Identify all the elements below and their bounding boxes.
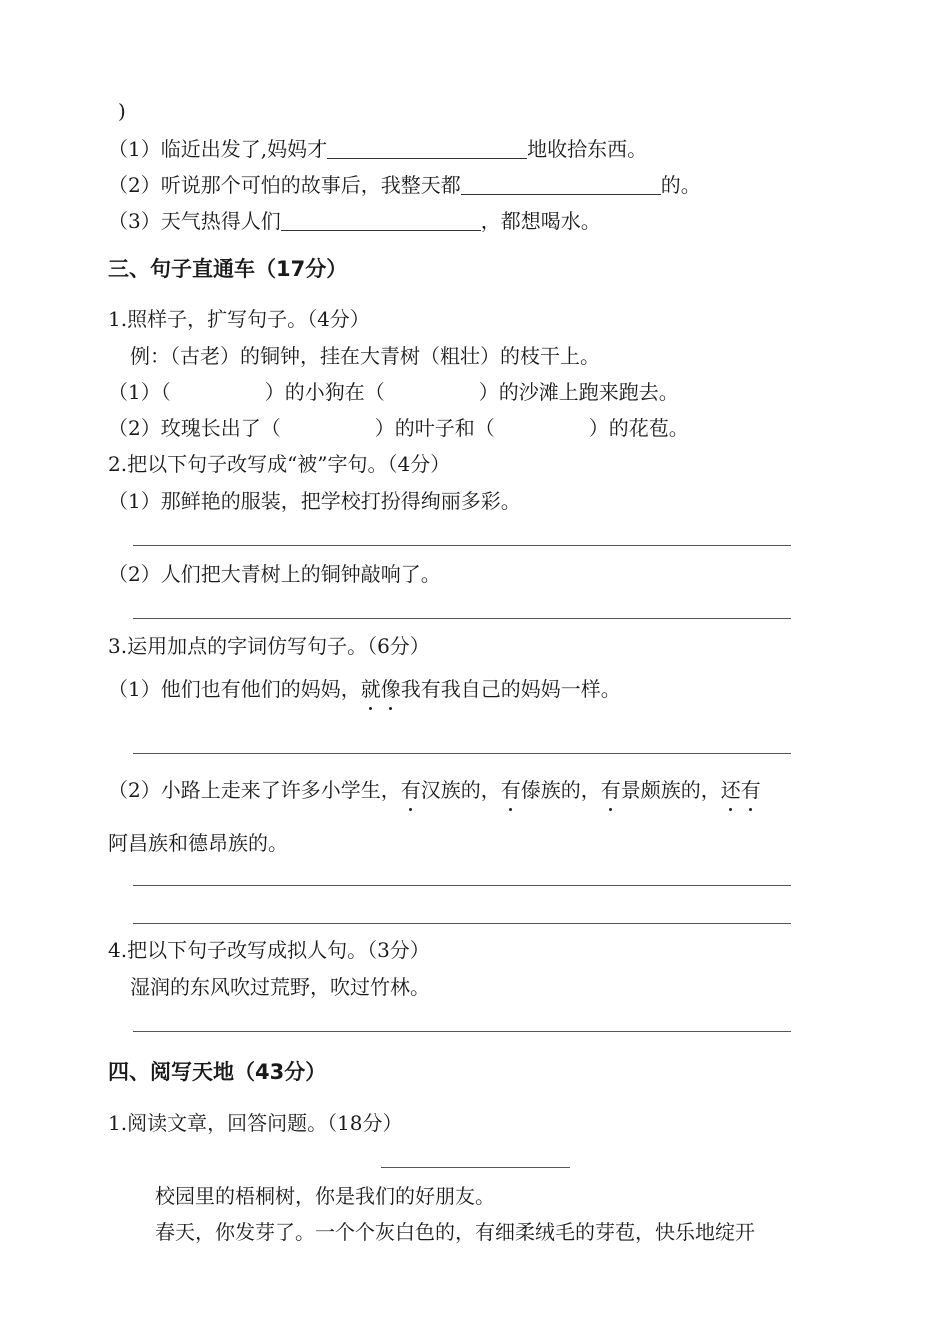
dotted-char: 就 xyxy=(360,677,381,701)
s3-q1-title: 1.照样子，扩写句子。（4分） xyxy=(108,307,370,331)
s2-part-d: 景颇族的， xyxy=(620,778,721,802)
blank-1[interactable] xyxy=(327,138,527,159)
s3-q4-sentence: 湿润的东风吹过荒野，吹过竹林。 xyxy=(130,975,430,999)
fill-item-3 xyxy=(108,208,601,234)
fill-item-3-prefix: （3）天气热得人们 xyxy=(108,209,281,233)
dotted-char: 还 xyxy=(720,778,741,802)
dotted-char: 像 xyxy=(380,677,401,701)
s3-q1-item-1 xyxy=(108,379,679,405)
fill-item-1-prefix: （1）临近出发了,妈妈才 xyxy=(108,137,328,161)
item-2-part-b: ）的叶子和（ xyxy=(374,416,495,440)
s3-q4-title: 4.把以下句子改写成拟人句。（3分） xyxy=(108,938,430,962)
item-2-part-a: （2）玫瑰长出了（ xyxy=(108,416,281,440)
section-3-heading: 三、句子直通车（17分） xyxy=(108,257,348,281)
s3-q3-sentence-1 xyxy=(108,676,621,702)
dotted-char: 有 xyxy=(400,778,421,802)
answer-line[interactable] xyxy=(133,753,791,754)
item-1-part-c: ）的沙滩上跑来跑去。 xyxy=(478,380,679,404)
item-2-part-c: ）的花苞。 xyxy=(588,416,689,440)
dotted-char: 有 xyxy=(740,778,761,802)
s1-part-a: （1）他们也有他们的妈妈， xyxy=(108,677,361,701)
s3-q1-example: 例：（古老）的铜钟，挂在大青树（粗壮）的枝干上。 xyxy=(130,344,600,368)
item-1-part-b: ）的小狗在（ xyxy=(264,380,385,404)
s2-part-b: 汉族的， xyxy=(420,778,501,802)
answer-line[interactable] xyxy=(133,618,791,619)
section-4-heading: 四、阅写天地（43分） xyxy=(108,1060,327,1084)
fill-item-1-suffix: 地收拾东西。 xyxy=(527,137,648,161)
s3-q2-sentence-2: （2）人们把大青树上的铜钟敲响了。 xyxy=(108,562,441,586)
s3-q2-sentence-1: （1）那鲜艳的服装，把学校打扮得绚丽多彩。 xyxy=(108,489,521,513)
s3-q3-title: 3.运用加点的字词仿写句子。（6分） xyxy=(108,634,430,658)
item-1-part-a: （1）（ xyxy=(108,380,171,404)
passage-paragraph-1: 校园里的梧桐树，你是我们的好朋友。 xyxy=(155,1184,495,1208)
dotted-char: 有 xyxy=(600,778,621,802)
answer-line[interactable] xyxy=(133,545,791,546)
answer-line[interactable] xyxy=(133,885,791,886)
passage-paragraph-2: 春天，你发芽了。一个个灰白色的，有细柔绒毛的芽苞，快乐地绽开 xyxy=(155,1220,755,1244)
fill-item-2-prefix: （2）听说那个可怕的故事后，我整天都 xyxy=(108,173,461,197)
s2-part-a: （2）小路上走来了许多小学生， xyxy=(108,778,401,802)
fill-item-1 xyxy=(108,136,647,162)
blank-3[interactable] xyxy=(281,210,481,231)
closing-paren: ) xyxy=(118,99,126,123)
s3-q3-sentence-2 xyxy=(108,777,761,803)
dotted-char: 有 xyxy=(500,778,521,802)
blank-2[interactable] xyxy=(461,174,661,195)
s3-q2-title: 2.把以下句子改写成“被”字句。（4分） xyxy=(108,452,451,476)
answer-line[interactable] xyxy=(133,1031,791,1032)
s2-part-c: 傣族的， xyxy=(520,778,601,802)
s3-q3-sentence-2-cont: 阿昌族和德昂族的。 xyxy=(108,831,288,855)
fill-item-2 xyxy=(108,172,701,198)
fill-item-2-suffix: 的。 xyxy=(660,173,701,197)
answer-line[interactable] xyxy=(133,923,791,924)
s4-q1-title: 1.阅读文章，回答问题。（18分） xyxy=(108,1111,403,1135)
s1-part-b: 我有我自己的妈妈一样。 xyxy=(400,677,621,701)
fill-item-3-suffix: ，都想喝水。 xyxy=(480,209,601,233)
s3-q1-item-2 xyxy=(108,415,689,441)
title-blank-line[interactable] xyxy=(381,1167,570,1168)
